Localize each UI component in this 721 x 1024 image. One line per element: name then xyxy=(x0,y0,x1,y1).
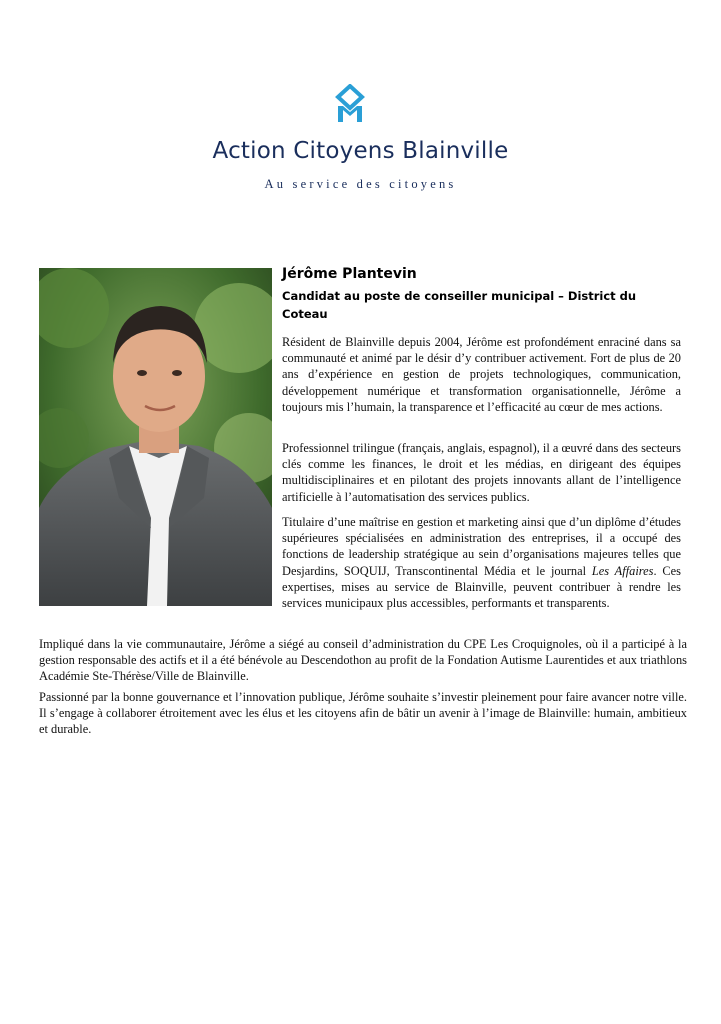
bio-text: . Ces expertises, mises au service de Blainville, peuvent contribuer à rendre les services municipaux plus accessibles, performants et transparents. xyxy=(282,563,681,611)
bio-paragraph: Passionné par la bonne gouvernance et l’innovation publique, Jérôme souhaite s’investir pleinement pour faire avancer notre ville. Il s’engage à collaborer étroitement avec les élus et les citoyens afin de bâtir un avenir à l’image de Blainville: humain, ambitieux et durable. xyxy=(39,690,687,737)
org-name: Action Citoyens Blainville xyxy=(212,138,509,164)
candidate-role: Candidat au poste de conseiller municipal – District du Coteau xyxy=(282,289,637,321)
bio-paragraph: Professionnel trilingue (français, anglais, espagnol), il a œuvré dans des secteurs clés comme les finances, le droit et les médias, en dirigeant des équipes multidisciplinaires et en pilotant des projets innovants allant de l’intelligence artificielle à l’automatisation des services publics. xyxy=(282,441,681,504)
bio-paragraph xyxy=(282,514,681,611)
candidate-name: Jérôme Plantevin xyxy=(282,266,417,282)
bio-paragraph: Résident de Blainville depuis 2004, Jérôme est profondément enraciné dans sa communauté et animé par le désir d’y contribuer activement. Fort de plus de 20 ans d’expérience en gestion de projets technologiques, communication, développement numérique et transformation organisationnelle, Jérôme a toujours mis l’humain, la transparence et l’efficacité au cœur de mes actions. xyxy=(282,335,681,414)
bio-paragraph: Impliqué dans la vie communautaire, Jérôme a siégé au conseil d’administration du CPE Les Croquignoles, où il a participé à la gestion responsable des actifs et il a été bénévole au Descendothon au profit de la Fondation Autisme Laurentides et aux triathlons Académie Ste-Thérèse/Ville de Blainville. xyxy=(39,637,687,684)
candidate-photo xyxy=(39,268,272,606)
publication-title: Les Affaires xyxy=(591,563,654,578)
bio-text: Titulaire d’une maîtrise en gestion et marketing ainsi que d’un diplôme d’études supérieures spécialisées en administration des entreprises, il a occupé des fonctions de leadership stratégique au sein d’organisations majeures telles que Desjardins, SOQUIJ, Transcontinental Média et le journal xyxy=(282,515,681,578)
logo-icon xyxy=(335,84,365,124)
tagline: Au service des citoyens xyxy=(264,177,457,191)
